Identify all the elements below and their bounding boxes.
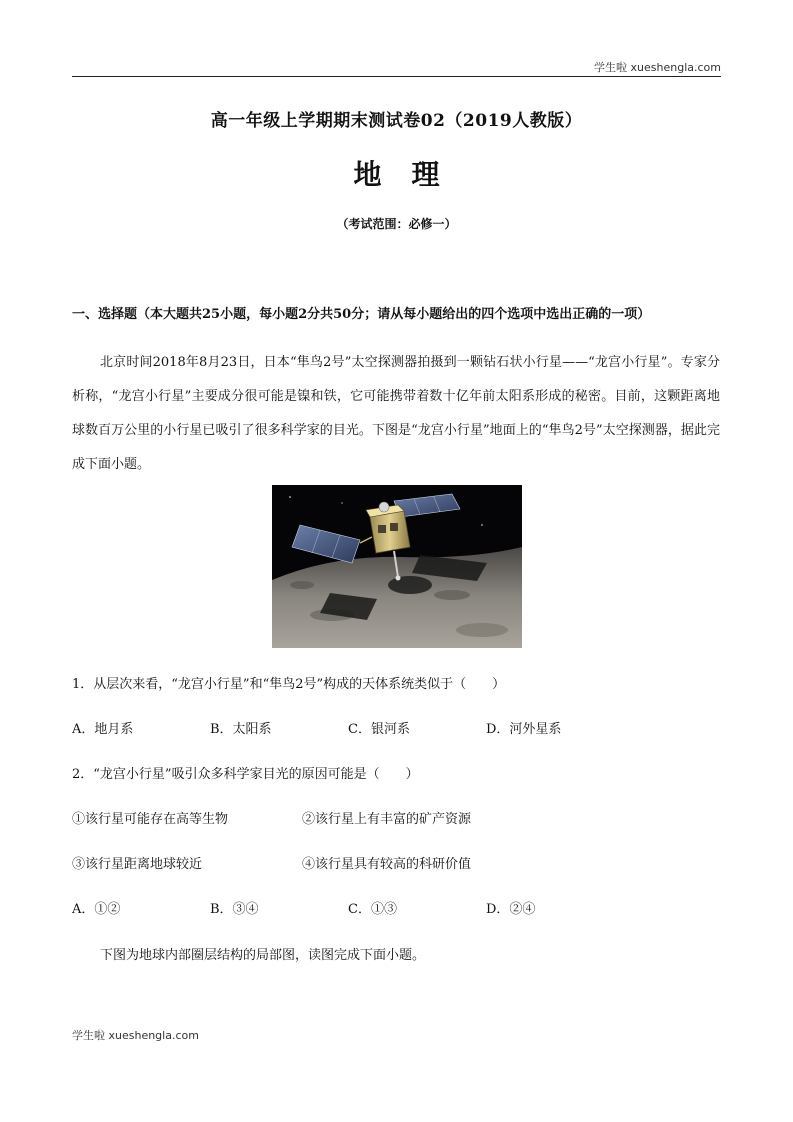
header-divider xyxy=(72,76,721,77)
question-2-statement-1: ①该行星可能存在高等生物 xyxy=(72,812,229,827)
next-section-intro: 下图为地球内部圈层结构的局部图，读图完成下面小题。 xyxy=(100,948,426,963)
exam-scope: （考试范围：必修一） xyxy=(336,217,457,231)
spacecraft-figure xyxy=(272,485,522,648)
exam-title: 高一年级上学期期末测试卷02（2019人教版） xyxy=(210,111,583,131)
question-2-statement-2: ②该行星上有丰富的矿产资源 xyxy=(302,812,472,827)
header-site-label: 学生啦 xueshengla.com xyxy=(594,61,721,74)
question-2-option-d[interactable]: D．②④ xyxy=(486,902,536,917)
question-1-option-a[interactable]: A．地月系 xyxy=(72,722,134,737)
question-2-option-c[interactable]: C．①③ xyxy=(348,902,397,917)
question-2-option-b[interactable]: B．③④ xyxy=(210,902,259,917)
reading-passage: 北京时间2018年8月23日，日本“隼鸟2号”太空探测器拍摄到一颗钻石状小行星——“龙宫小行星”。专家分析称，“龙宫小行星”主要成分很可能是镍和铁，它可能携带着数十亿年前太阳系形成的秘密。目前，这颗距离地球数百万公里的小行星已吸引了很多科学家的目光。下图是“龙宫小行星”地面上的“隼鸟2号”太空探测器，据此完成下面小题。 xyxy=(72,355,720,472)
section-heading: 一、选择题（本大题共25小题，每小题2分共50分；请从每小题给出的四个选项中选出正确的一项） xyxy=(72,307,651,322)
exam-subject: 地理 xyxy=(353,158,470,191)
question-1-option-c[interactable]: C．银河系 xyxy=(348,722,410,737)
question-1-stem: 1．从层次来看，“龙宫小行星”和“隼鸟2号”构成的天体系统类似于（ ） xyxy=(72,677,506,692)
question-2-statement-3: ③该行星距离地球较近 xyxy=(72,857,203,872)
question-2-stem: 2．“龙宫小行星”吸引众多科学家目光的原因可能是（ ） xyxy=(72,767,419,782)
question-2-option-a[interactable]: A．①② xyxy=(72,902,121,917)
footer-site-label: 学生啦 xueshengla.com xyxy=(72,1029,199,1042)
question-2-statement-4: ④该行星具有较高的科研价值 xyxy=(302,857,472,872)
question-1-option-b[interactable]: B．太阳系 xyxy=(210,722,272,737)
question-1-option-d[interactable]: D．河外星系 xyxy=(486,722,562,737)
